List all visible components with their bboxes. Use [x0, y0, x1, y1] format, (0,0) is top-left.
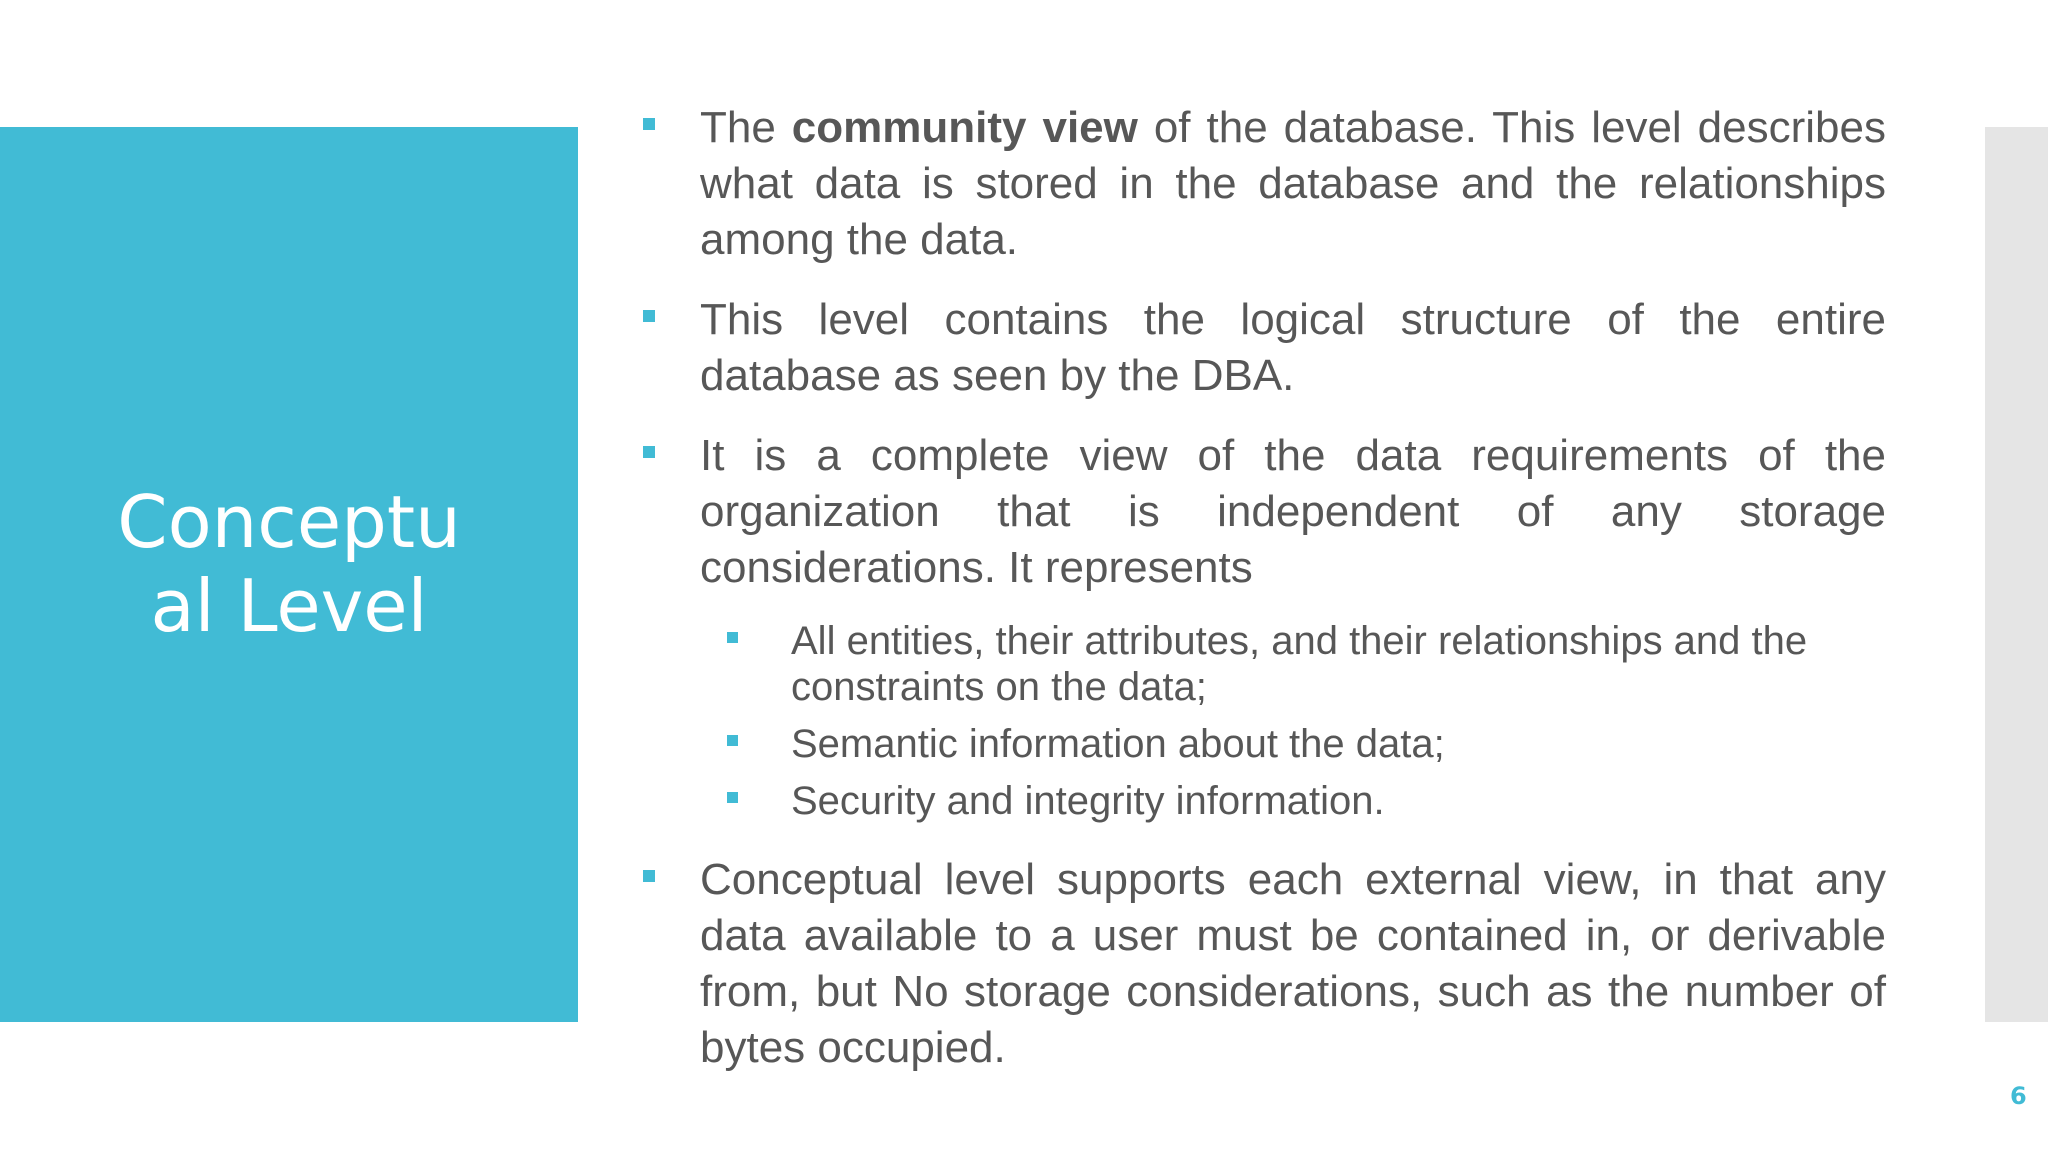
- bullet-text: It is a complete view of the data requirements of the organization that is independent of any storage considerations. It represents: [700, 431, 1886, 592]
- bullet-logical-structure: [640, 292, 1886, 404]
- sub-bullet-text: All entities, their attributes, and their relationships and the constraints on the data;: [791, 619, 1808, 709]
- bullet-external-view-support: [640, 852, 1886, 1076]
- square-bullet-icon: [727, 632, 738, 643]
- sub-bullet-entities: [791, 618, 1886, 710]
- sub-bullet-text: Semantic information about the data;: [791, 722, 1445, 766]
- sub-bullet-semantic: [791, 721, 1886, 767]
- sub-bullet-text: Security and integrity information.: [791, 779, 1385, 823]
- right-accent-strip: [1985, 127, 2048, 1022]
- bullet-text-pre: The: [700, 103, 792, 152]
- bullet-text: This level contains the logical structure of the entire database as seen by the DBA.: [700, 295, 1886, 400]
- bullet-text-post: of the database. This level describes what data is stored in the database and the relationships among the data.: [700, 103, 1886, 264]
- bullet-text-bold: community view: [791, 103, 1138, 152]
- sub-bullet-security: [791, 778, 1886, 824]
- square-bullet-icon: [643, 310, 655, 322]
- page-number: 6: [2010, 1082, 2027, 1110]
- square-bullet-icon: [727, 792, 738, 803]
- square-bullet-icon: [643, 870, 655, 882]
- square-bullet-icon: [643, 118, 655, 130]
- square-bullet-icon: [643, 446, 655, 458]
- bullet-community-view: [640, 100, 1886, 268]
- square-bullet-icon: [727, 735, 738, 746]
- content-body: [640, 100, 1886, 1076]
- slide-title: Conceptu al Level: [117, 480, 461, 648]
- bullet-text: Conceptual level supports each external view, in that any data available to a user must be contained in, or derivable from, but No storage considerations, such as the number of bytes occupied.: [700, 855, 1886, 1072]
- bullet-complete-view: [640, 428, 1886, 596]
